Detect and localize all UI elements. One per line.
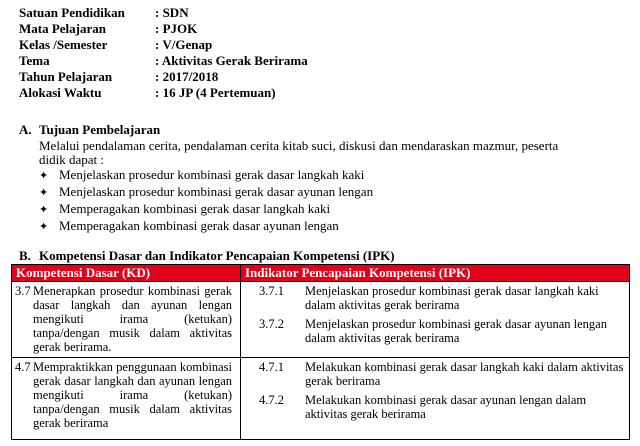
ipk-number: 3.7.1 xyxy=(259,284,284,298)
meta-value: : PJOK xyxy=(155,21,198,36)
meta-value: : 16 JP (4 Pertemuan) xyxy=(155,85,276,100)
kd-text: Menerapkan prosedur kombinasi gerak dasar langkah dan ayunan lengan mengikuti irama (ketukan) tanpa/dengan musik dalam aktivitas gerak berirama. xyxy=(33,284,232,354)
objective-text: Menjelaskan prosedur kombinasi gerak dasar ayunan lengan xyxy=(59,184,374,199)
competency-table xyxy=(11,264,630,440)
header-kd: Kompetensi Dasar (KD) xyxy=(12,265,241,282)
kd-number: 4.7 xyxy=(15,360,31,374)
meta-label: Mata Pelajaran xyxy=(19,21,107,36)
ipk-number: 4.7.1 xyxy=(259,360,284,374)
section-b-title: Kompetensi Dasar dan Indikator Pencapaian Kompetensi (IPK) xyxy=(39,248,395,263)
ipk-cell xyxy=(241,358,630,440)
table-row xyxy=(12,358,630,440)
ipk-text: Menjelaskan prosedur kombinasi gerak dasar ayunan lengan dalam aktivitas gerak berirama xyxy=(305,317,607,345)
ipk-number: 3.7.2 xyxy=(259,317,284,331)
kd-cell xyxy=(12,358,241,440)
star-bullet-icon: ✦ xyxy=(39,187,49,199)
ipk-text: Melakukan kombinasi gerak dasar ayunan lengan dalam aktivitas gerak berirama xyxy=(305,393,587,421)
table-header-row xyxy=(12,265,630,282)
meta-label: Tema xyxy=(19,53,50,68)
header-ipk: Indikator Pencapaian Kompetensi (IPK) xyxy=(241,265,630,282)
ipk-text: Menjelaskan prosedur kombinasi gerak dasar langkah kaki dalam aktivitas gerak berirama xyxy=(305,284,599,312)
objective-item xyxy=(39,202,330,217)
ipk-item xyxy=(241,317,629,345)
objective-item xyxy=(39,219,339,234)
section-b-number: B. xyxy=(19,248,31,263)
ipk-cell xyxy=(241,282,630,358)
objective-text: Menjelaskan prosedur kombinasi gerak dasar langkah kaki xyxy=(59,167,365,182)
ipk-number: 4.7.2 xyxy=(259,393,284,407)
section-a-intro-line2: didik dapat : xyxy=(39,152,104,167)
meta-label: Tahun Pelajaran xyxy=(19,69,113,84)
section-a-heading xyxy=(19,122,160,138)
ipk-item xyxy=(241,393,629,421)
section-a-title: Tujuan Pembelajaran xyxy=(39,122,161,137)
meta-label: Satuan Pendidikan xyxy=(19,5,125,20)
star-bullet-icon: ✦ xyxy=(39,221,49,233)
star-bullet-icon: ✦ xyxy=(39,170,49,182)
kd-text: Mempraktikkan penggunaan kombinasi gerak dasar langkah dan ayunan lengan mengikuti irama (ketukan) tanpa/dengan musik dalam aktivitas gerak berirama xyxy=(33,360,232,430)
meta-value: : 2017/2018 xyxy=(155,69,219,84)
objective-item xyxy=(39,185,373,200)
meta-label: Alokasi Waktu xyxy=(19,85,102,100)
meta-value: : V/Genap xyxy=(155,37,213,52)
section-a-number: A. xyxy=(19,122,32,137)
objective-text: Memperagakan kombinasi gerak dasar ayunan lengan xyxy=(59,218,339,233)
ipk-text: Melakukan kombinasi gerak dasar langkah kaki dalam aktivitas gerak berirama xyxy=(305,360,624,388)
kd-cell xyxy=(12,282,241,358)
table-row xyxy=(12,282,630,358)
meta-value: : SDN xyxy=(155,5,189,20)
section-b-heading xyxy=(19,248,395,264)
section-a-intro-line1: Melalui pendalaman cerita, pendalaman cerita kitab suci, diskusi dan mendaraskan mazmur, peserta xyxy=(39,138,559,153)
meta-value: : Aktivitas Gerak Berirama xyxy=(155,53,308,68)
kd-number: 3.7 xyxy=(15,284,31,298)
objective-item xyxy=(39,168,364,183)
objective-text: Memperagakan kombinasi gerak dasar langkah kaki xyxy=(59,201,331,216)
ipk-item xyxy=(241,284,629,312)
ipk-item xyxy=(241,360,629,388)
meta-label: Kelas /Semester xyxy=(19,37,108,52)
star-bullet-icon: ✦ xyxy=(39,204,49,216)
